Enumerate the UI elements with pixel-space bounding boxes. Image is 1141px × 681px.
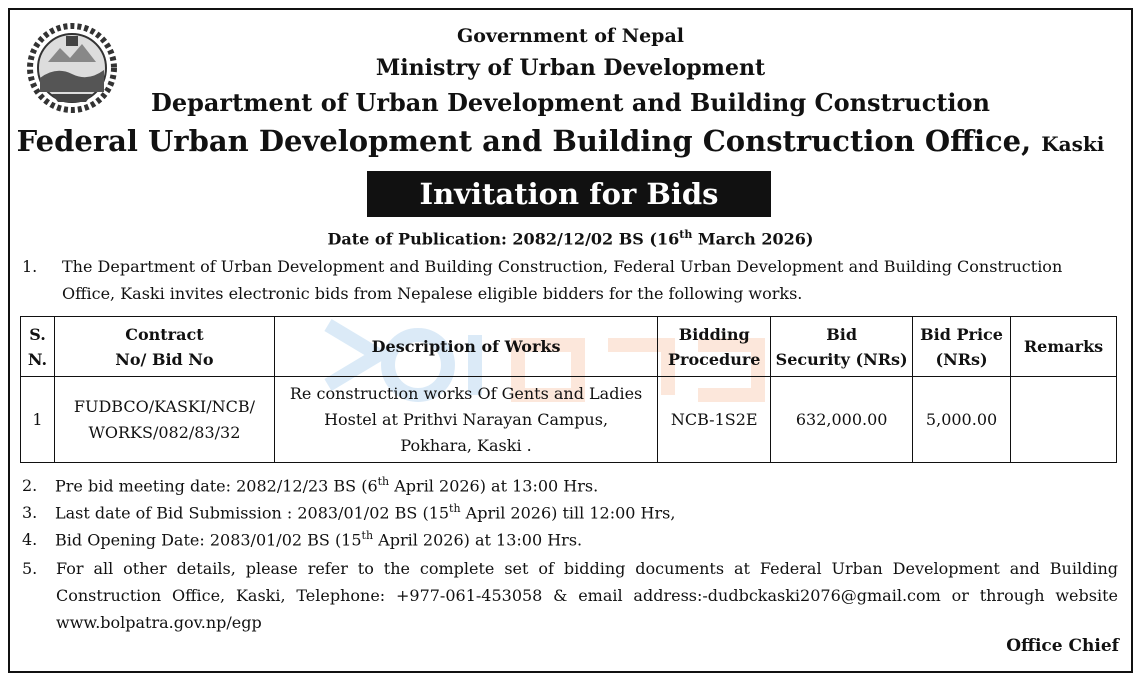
header-remarks: Remarks	[1011, 317, 1117, 377]
works-table	[20, 316, 1117, 463]
cell-sn: 1	[21, 377, 55, 463]
government-heading: Government of Nepal	[457, 25, 684, 47]
header-sn: S. N.	[21, 317, 55, 377]
list-item: 2. Pre bid meeting date: 2082/12/23 BS (6th April 2026) at 13:00 Hrs.	[22, 475, 599, 496]
cell-security: 632,000.00	[771, 377, 913, 463]
publication-date: Date of Publication: 2082/12/02 BS (16th March 2026)	[327, 228, 814, 249]
office-heading	[0, 124, 1131, 158]
list-item: 3. Last date of Bid Submission : 2083/01/02 BS (15th April 2026) till 12:00 Hrs,	[22, 502, 676, 523]
table-row	[21, 377, 1117, 463]
header-description: Description of Works	[274, 317, 657, 377]
notice-title: Invitation for Bids	[367, 171, 771, 217]
list-item: 4. Bid Opening Date: 2083/01/02 BS (15th April 2026) at 13:00 Hrs.	[22, 529, 583, 550]
cell-price: 5,000.00	[913, 377, 1011, 463]
cell-contract: FUDBCO/KASKI/NCB/ WORKS/082/83/32	[54, 377, 274, 463]
header-procedure: Bidding Procedure	[658, 317, 771, 377]
cell-remarks	[1011, 377, 1117, 463]
office-name: Federal Urban Development and Building Construction Office,	[16, 124, 1032, 158]
office-location: Kaski	[1041, 132, 1105, 156]
cell-procedure: NCB-1S2E	[658, 377, 771, 463]
header-security: Bid Security (NRs)	[771, 317, 913, 377]
intro-paragraph: The Department of Urban Development and Building Construction, Federal Urban Development and Building Construction Office, Kaski invites electronic bids from Nepalese eligible bidders for the following works.	[62, 257, 1063, 303]
item5-paragraph: For all other details, please refer to the complete set of bidding documents at Federal Urban Development and Building Construction Office, Kaski, Telephone: +977-061-453058 & email address:-dudbckaski2076@gmail.com or through website www.bolpatra.gov.np/egp	[56, 559, 1118, 632]
intro-number: 1.	[22, 257, 38, 276]
department-heading: Department of Urban Development and Building Construction	[151, 88, 990, 117]
table-header-row	[21, 317, 1117, 377]
item5-number: 5.	[22, 559, 38, 578]
cell-description: Re construction works Of Gents and Ladies Hostel at Prithvi Narayan Campus, Pokhara, Kaski .	[274, 377, 657, 463]
ministry-heading: Ministry of Urban Development	[375, 55, 766, 81]
signature: Office Chief	[1006, 636, 1119, 656]
header-contract: Contract No/ Bid No	[54, 317, 274, 377]
header-price: Bid Price (NRs)	[913, 317, 1011, 377]
